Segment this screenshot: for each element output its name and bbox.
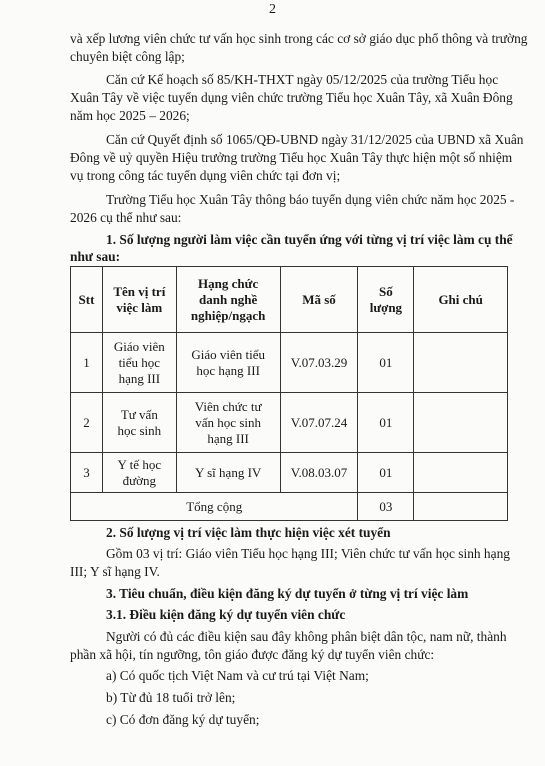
header-qty — [358, 267, 414, 333]
table-total-row — [71, 493, 508, 521]
cell-position-line: học sinh — [117, 422, 162, 438]
cell-note — [414, 393, 508, 453]
body-line: vụ trong công tác tuyển dụng viên chức tại đơn vị; — [70, 168, 341, 183]
header-rank — [176, 267, 280, 333]
table-row — [71, 333, 508, 393]
cell-position — [102, 453, 176, 493]
header-position-line: việc làm — [116, 299, 163, 315]
header-position-line: Tên vị trí — [113, 283, 166, 299]
recruitment-table — [70, 266, 508, 521]
body-line: Xuân Tây về việc tuyển dụng viên chức trường Tiểu học Xuân Tây, xã Xuân Đông — [70, 90, 513, 105]
body-line: Căn cứ Kế hoạch số 85/KH-THXT ngày 05/12/2025 của trường Tiểu học — [106, 72, 499, 87]
cell-position — [102, 393, 176, 453]
total-label: Tổng cộng — [71, 493, 358, 521]
cell-position-line: Giáo viên — [113, 338, 165, 354]
cell-stt: 2 — [71, 393, 103, 453]
condition-a: a) Có quốc tịch Việt Nam và cư trú tại Việt Nam; — [106, 668, 369, 683]
body-line: chuyên biệt công lập; — [70, 49, 185, 64]
cell-rank-line: học hạng III — [196, 362, 260, 378]
total-value: 03 — [358, 493, 414, 521]
cell-rank — [176, 393, 280, 453]
total-note — [414, 493, 508, 521]
cell-stt: 1 — [71, 333, 103, 393]
cell-position-line: Tư vấn — [120, 406, 158, 422]
section-1-heading-cont: như sau: — [70, 249, 121, 264]
cell-stt: 3 — [71, 453, 103, 493]
header-rank-line: danh nghề — [199, 291, 258, 307]
section-1-heading: 1. Số lượng người làm việc cần tuyển ứng với từng vị trí việc làm cụ thể — [106, 232, 513, 247]
body-line: và xếp lương viên chức tư vấn học sinh trong các cơ sở giáo dục phổ thông và trường — [70, 31, 528, 46]
cell-position-line: tiểu học — [118, 354, 161, 370]
body-line: 2026 cụ thể như sau: — [70, 210, 182, 225]
section-3-heading: 3. Tiêu chuẩn, điều kiện đăng ký dự tuyển ở từng vị trí việc làm — [106, 586, 469, 601]
header-rank-line: nghiệp/ngạch — [190, 307, 266, 323]
section-2-heading: 2. Số lượng vị trí việc làm thực hiện việc xét tuyển — [106, 525, 391, 540]
cell-rank — [176, 333, 280, 393]
cell-qty: 01 — [358, 393, 414, 453]
cell-position — [102, 333, 176, 393]
body-line: Căn cứ Quyết định số 1065/QĐ-UBND ngày 31/12/2025 của UBND xã Xuân — [106, 132, 524, 147]
body-line: Đông về uỷ quyền Hiệu trưởng trường Tiểu học Xuân Tây thực hiện một số nhiệm — [70, 150, 513, 165]
cell-code: V.07.07.24 — [280, 393, 358, 453]
cell-rank-line: Giáo viên tiểu — [191, 346, 265, 362]
body-line: Trường Tiểu học Xuân Tây thông báo tuyển dụng viên chức năm học 2025 - — [106, 192, 515, 207]
header-stt: Stt — [71, 267, 103, 333]
table-row — [71, 393, 508, 453]
cell-note — [414, 333, 508, 393]
body-line: Gồm 03 vị trí: Giáo viên Tiểu học hạng III; Viên chức tư vấn học sinh hạng — [106, 546, 510, 561]
cell-code: V.07.03.29 — [280, 333, 358, 393]
header-note: Ghi chú — [414, 267, 508, 333]
header-code: Mã số — [280, 267, 358, 333]
cell-note — [414, 453, 508, 493]
cell-position-line: Y tế học — [117, 456, 162, 472]
table-row — [71, 453, 508, 493]
cell-rank-line: vấn học sinh — [195, 414, 261, 430]
cell-rank-line: Y sĩ hạng IV — [194, 464, 262, 480]
condition-c: c) Có đơn đăng ký dự tuyển; — [106, 712, 260, 727]
header-position — [102, 267, 176, 333]
condition-b: b) Từ đủ 18 tuổi trở lên; — [106, 690, 236, 705]
cell-qty: 01 — [358, 333, 414, 393]
body-line: Người có đủ các điều kiện sau đây không phân biệt dân tộc, nam nữ, thành — [106, 629, 507, 644]
body-line: năm học 2025 – 2026; — [70, 108, 190, 123]
header-qty-line: Số — [379, 283, 393, 299]
cell-rank-line: Viên chức tư — [194, 398, 262, 414]
cell-qty: 01 — [358, 453, 414, 493]
body-line: III; Y sĩ hạng IV. — [70, 564, 160, 579]
table-header-row — [71, 267, 508, 333]
cell-position-line: hạng III — [118, 370, 161, 386]
header-qty-line: lượng — [369, 299, 403, 315]
cell-rank — [176, 453, 280, 493]
cell-code: V.08.03.07 — [280, 453, 358, 493]
body-line: phần xã hội, tín ngưỡng, tôn giáo được đăng ký dự tuyển viên chức: — [70, 647, 435, 662]
cell-position-line: đường — [122, 472, 157, 488]
page-number: 2 — [269, 2, 276, 17]
header-rank-line: Hạng chức — [198, 275, 259, 291]
section-3-1-heading: 3.1. Điều kiện đăng ký dự tuyển viên chức — [106, 607, 346, 622]
cell-rank-line: hạng III — [207, 430, 249, 446]
